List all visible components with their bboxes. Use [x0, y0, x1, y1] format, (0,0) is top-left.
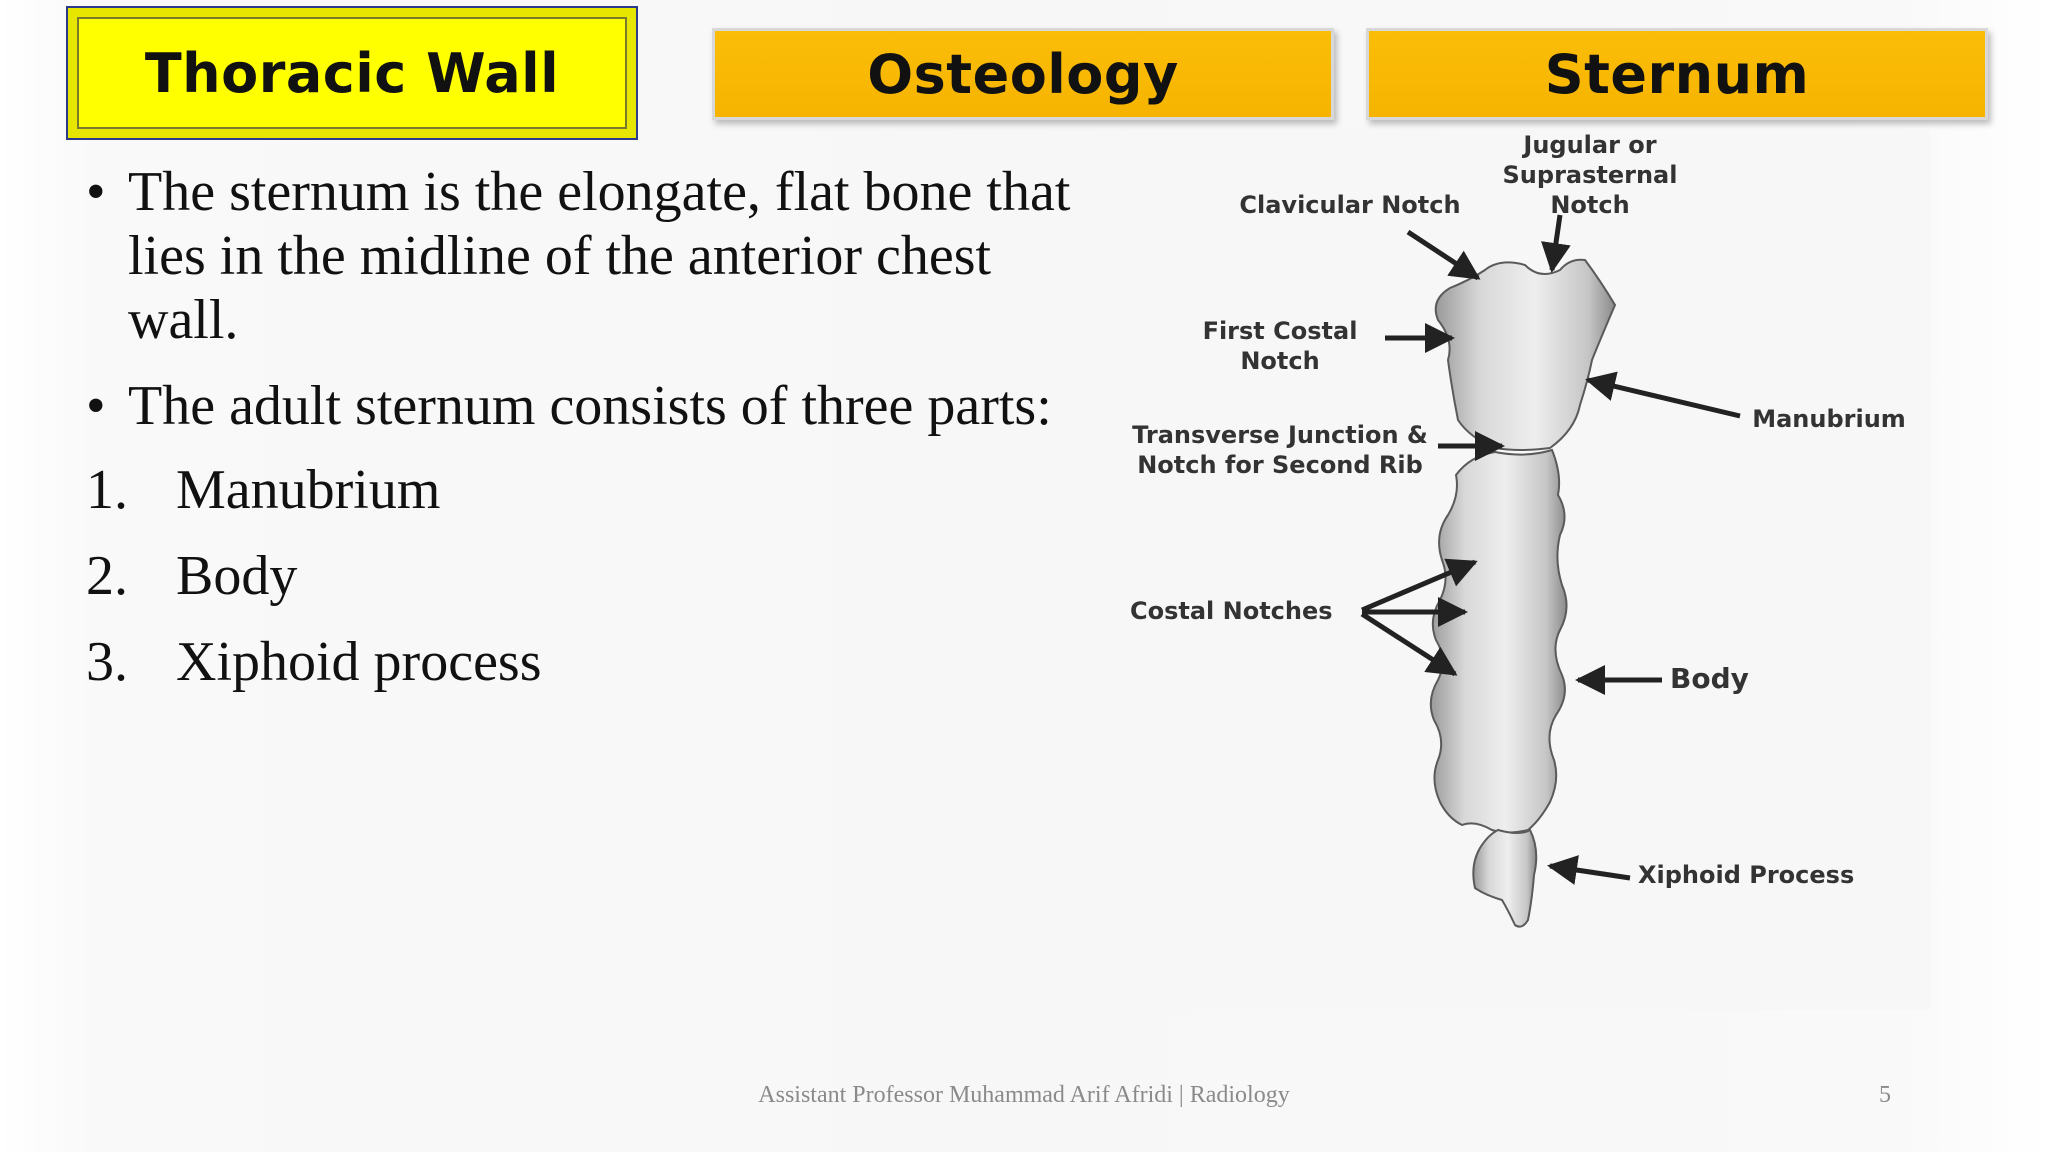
label-jugular-notch: [1470, 130, 1710, 220]
bullet-dot: •: [86, 161, 106, 223]
label-line: Suprasternal Notch: [1502, 161, 1678, 219]
header-tab-sternum: Sternum: [1366, 28, 1988, 120]
bullet-item: [86, 374, 1086, 438]
item-text: Xiphoid process: [176, 631, 542, 693]
label-line: Xiphoid Process: [1638, 861, 1855, 889]
label-line: First Costal: [1202, 317, 1358, 345]
item-number: 3.: [86, 631, 128, 693]
label-costal-notches: [1130, 596, 1350, 626]
item-number: 1.: [86, 459, 128, 521]
bullet-text: The sternum is the elongate, flat bone that lies in the midline of the anterior chest wall.: [128, 161, 1071, 351]
numbered-item: [86, 544, 1086, 608]
numbered-item: [86, 630, 1086, 694]
label-line: Body: [1670, 662, 1749, 695]
sternum-body-bone: [1431, 450, 1567, 833]
sternum-diagram: [1130, 130, 1930, 1010]
item-number: 2.: [86, 545, 128, 607]
label-first-costal-notch: [1190, 316, 1370, 376]
item-text: Manubrium: [176, 459, 441, 521]
label-clavicular-notch: [1230, 190, 1470, 220]
header-tab-thoracic-wall: Thoracic Wall: [66, 6, 638, 140]
label-line: Costal Notches: [1130, 597, 1333, 625]
label-line: Jugular or: [1523, 131, 1657, 159]
label-line: Transverse Junction &: [1132, 421, 1428, 449]
page-number: 5: [1879, 1082, 1891, 1108]
bullet-item: [86, 160, 1086, 352]
bullet-text: The adult sternum consists of three parts:: [128, 375, 1052, 437]
header-tab-osteology: Osteology: [712, 28, 1334, 120]
label-transverse-junction: [1130, 420, 1430, 480]
label-line: Notch: [1240, 347, 1320, 375]
label-line: Clavicular Notch: [1239, 191, 1461, 219]
label-body: [1670, 664, 1770, 694]
label-manubrium: [1744, 404, 1914, 434]
bullet-dot: •: [86, 375, 106, 437]
slide-body-text: [86, 160, 1086, 716]
label-xiphoid-process: [1638, 860, 1878, 890]
label-line: Manubrium: [1752, 405, 1906, 433]
item-text: Body: [176, 545, 298, 607]
numbered-item: [86, 458, 1086, 522]
label-line: Notch for Second Rib: [1137, 451, 1423, 479]
footer-credit: Assistant Professor Muhammad Arif Afridi | Radiology: [758, 1082, 1290, 1108]
